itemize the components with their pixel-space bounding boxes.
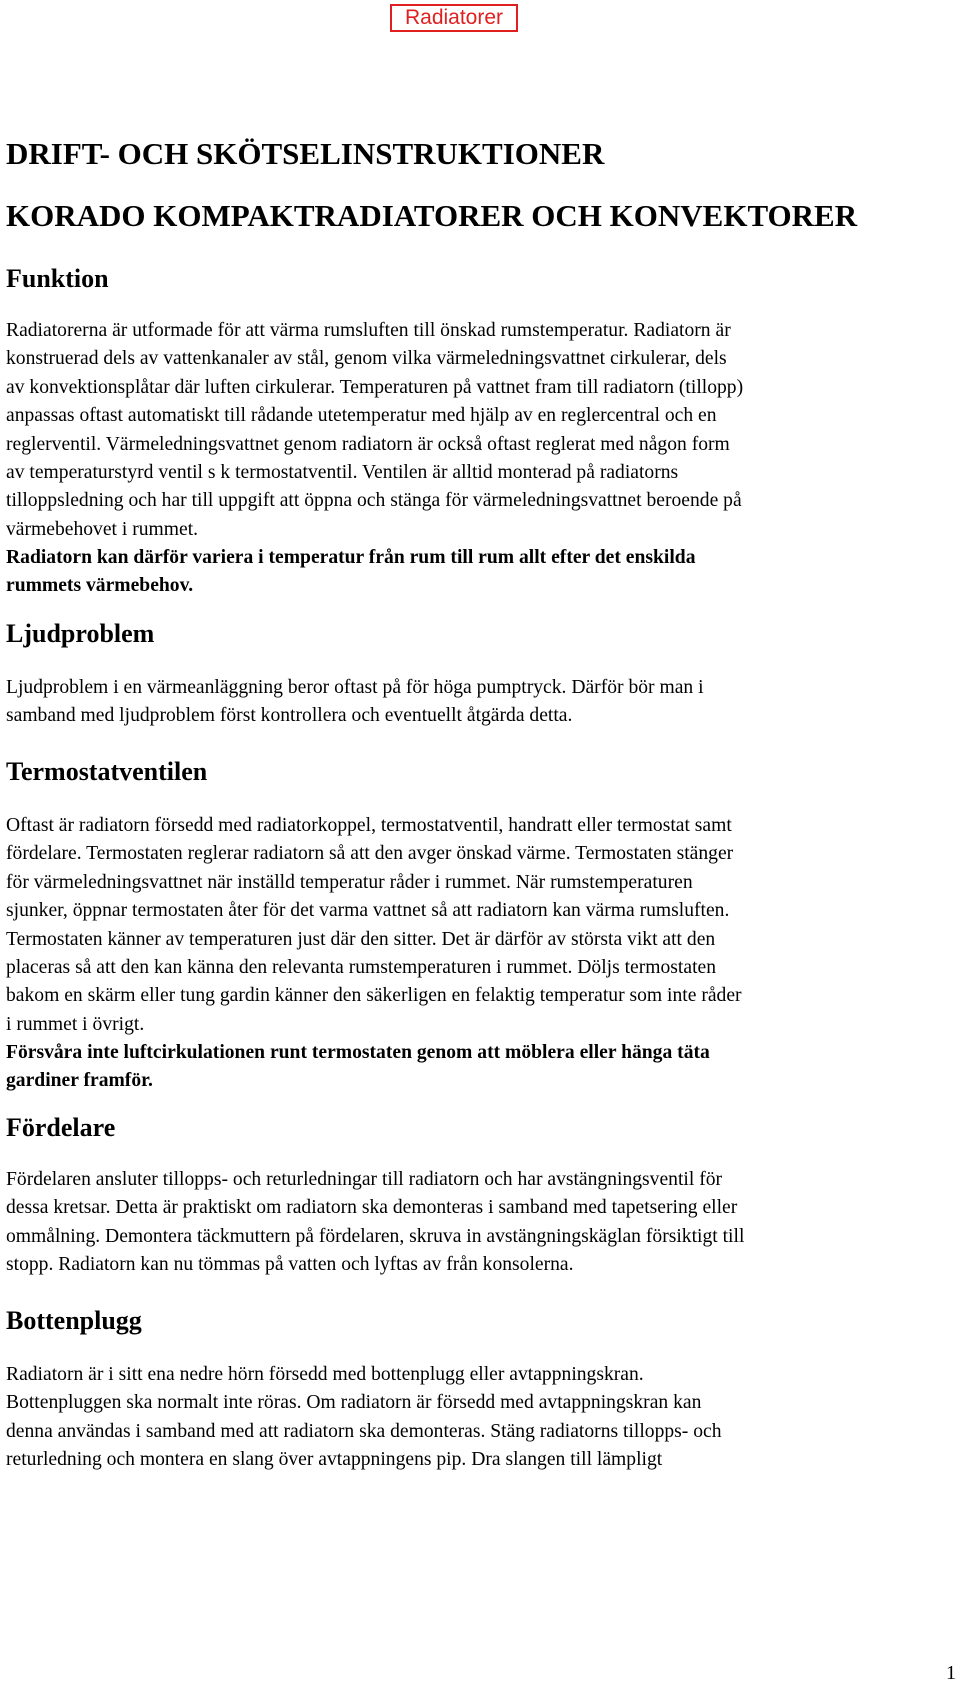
text-line: Radiatorerna är utformade för att värma rumsluften till önskad rumstemperatur. Radiatorn är: [6, 320, 731, 341]
section-heading-bottenplugg: Bottenplugg: [6, 1306, 142, 1335]
section-heading-termostatventilen: Termostatventilen: [6, 757, 208, 786]
text-line: Radiatorn kan därför variera i temperatur från rum till rum allt efter det enskilda: [6, 547, 696, 568]
text-line: ommålning. Demontera täckmuttern på fördelaren, skruva in avstängningskäglan försiktigt till: [6, 1225, 745, 1247]
text-line: stopp. Radiatorn kan nu tömmas på vatten och lyftas av från konsolerna.: [6, 1254, 574, 1276]
text-line: Termostaten känner av temperaturen just där den sitter. Det är därför av största vikt att den: [6, 928, 716, 950]
document-subtitle: KORADO KOMPAKTRADIATORER OCH KONVEKTORER: [6, 198, 858, 233]
text-line: rummets värmebehov.: [6, 575, 194, 597]
text-line: i rummet i övrigt.: [6, 1013, 145, 1035]
section-heading-funktion: Funktion: [6, 264, 109, 293]
text-line: denna användas i samband med att radiatorn ska demonteras. Stäng radiatorns tillopps- och: [6, 1420, 722, 1442]
section-body-bottenplugg: [6, 1361, 956, 1475]
page-number: 1: [946, 1662, 956, 1684]
text-line: anpassas oftast automatiskt till rådande utetemperatur med hjälp av en reglercentral och en: [6, 405, 717, 427]
text-line: placeras så att den kan känna den relevanta rumstemperaturen i rummet. Döljs termostaten: [6, 957, 717, 979]
section-body-funktion: [6, 317, 956, 544]
text-line: dessa kretsar. Detta är praktiskt om radiatorn ska demonteras i samband med tapetsering eller: [6, 1197, 738, 1219]
text-line: Radiatorn är i sitt ena nedre hörn försedd med bottenplugg eller avtappningskran.: [6, 1364, 644, 1385]
text-line: fördelare. Termostaten reglerar radiatorn så att den avger önskad värme. Termostaten stänger: [6, 843, 734, 865]
text-line: reglerventil. Värmeledningsvattnet genom radiatorn är också oftast reglerat med någon form: [6, 433, 730, 455]
text-line: tilloppsledning och har till uppgift att öppna och stänga för värmeledningsvattnet beroende på: [6, 490, 742, 512]
text-line: värmebehovet i rummet.: [6, 518, 199, 540]
text-line: samband med ljudproblem först kontrollera och eventuellt åtgärda detta.: [6, 705, 573, 727]
section-heading-ljudproblem: Ljudproblem: [6, 619, 155, 648]
text-line: returledning och montera en slang över avtappningens pip. Dra slangen till lämpligt: [6, 1449, 663, 1471]
text-line: av konvektionsplåtar där luften cirkulerar. Temperaturen på vattnet fram till radiatorn (tillopp): [6, 376, 744, 398]
section-body-termostatventilen: [6, 812, 956, 1039]
text-line: Bottenpluggen ska normalt inte röras. Om radiatorn är försedd med avtappningskran kan: [6, 1392, 702, 1414]
text-line: Fördelaren ansluter tillopps- och returledningar till radiatorn och har avstängningsventil för: [6, 1169, 723, 1190]
text-line: gardiner framför.: [6, 1070, 153, 1092]
text-line: bakom en skärm eller tung gardin känner den säkerligen en felaktig temperatur som inte råder: [6, 985, 742, 1007]
text-line: Oftast är radiatorn försedd med radiatorkoppel, termostatventil, handratt eller termostat samt: [6, 815, 732, 836]
text-line: av temperaturstyrd ventil s k termostatventil. Ventilen är alltid monterad på radiatorns: [6, 462, 679, 484]
text-line: Försvåra inte luftcirkulationen runt termostaten genom att möblera eller hänga täta: [6, 1042, 710, 1063]
text-line: konstruerad dels av vattenkanaler av stål, genom vilka värmeledningsvattnet cirkulerar, dels: [6, 348, 727, 370]
section-emphasis-termostatventilen: [6, 1039, 956, 1096]
section-emphasis-funktion: [6, 544, 956, 601]
text-line: för värmeledningsvattnet när inställd temperatur råder i rummet. När rumstemperaturen: [6, 871, 693, 893]
section-body-fordelare: [6, 1166, 956, 1280]
text-line: sjunker, öppnar termostaten åter för det varma vattnet så att radiatorn kan värma rumsluften.: [6, 900, 730, 922]
document-title: DRIFT- OCH SKÖTSELINSTRUKTIONER: [6, 136, 605, 171]
section-body-ljudproblem: [6, 674, 956, 731]
section-heading-fordelare: Fördelare: [6, 1113, 116, 1142]
text-line: Ljudproblem i en värmeanläggning beror oftast på för höga pumptryck. Därför bör man i: [6, 677, 704, 698]
radiatorer-tag[interactable]: Radiatorer: [390, 4, 518, 32]
